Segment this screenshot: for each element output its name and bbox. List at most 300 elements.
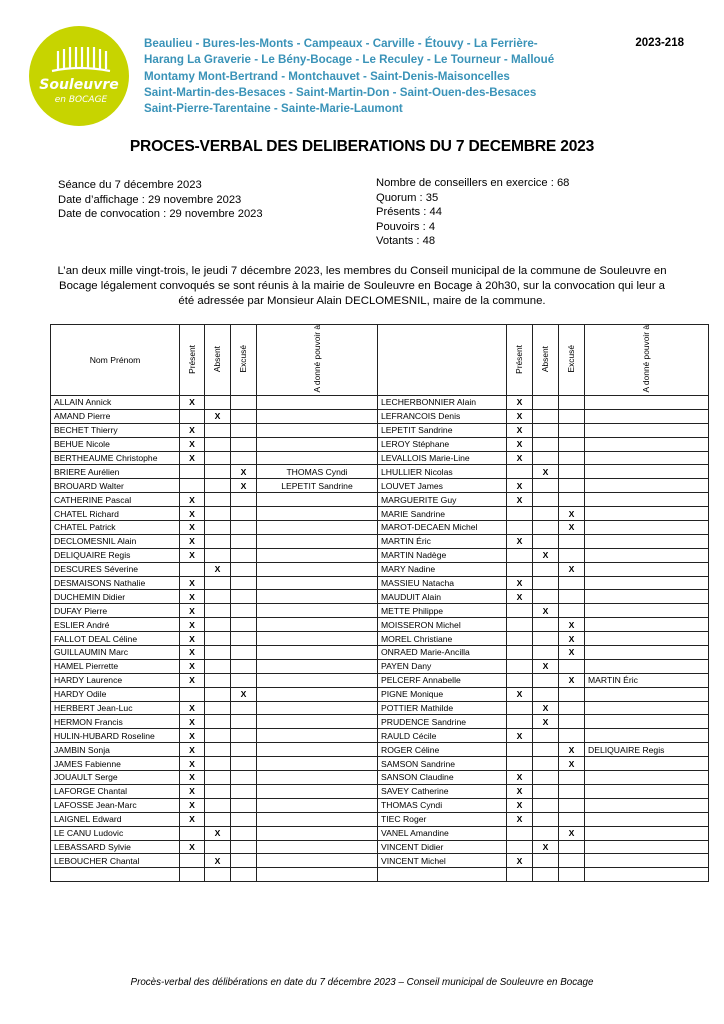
proxy-holder [585, 646, 709, 660]
excuse-mark [559, 701, 585, 715]
proxy-holder [585, 687, 709, 701]
table-row [51, 534, 709, 548]
seance-date: Séance du 7 décembre 2023 [58, 179, 202, 191]
absent-mark [533, 409, 559, 423]
proxy-holder [585, 548, 709, 562]
absent-mark [533, 479, 559, 493]
excuse-mark [231, 784, 257, 798]
member-name: MAROT-DECAEN Michel [378, 521, 507, 535]
member-name: LEPETIT Sandrine [378, 423, 507, 437]
excuse-mark [231, 409, 257, 423]
header-absent-label: Absent [212, 345, 222, 373]
attendance-table-body [51, 396, 709, 882]
excuse-mark: X [559, 521, 585, 535]
present-mark [180, 687, 205, 701]
member-name: LEFRANCOIS Denis [378, 409, 507, 423]
member-name: PRUDENCE Sandrine [378, 715, 507, 729]
communes-line: Montamy Mont-Bertrand - Montchauvet - Saint-Denis-Maisoncelles [144, 69, 510, 83]
member-name: LHULLIER Nicolas [378, 465, 507, 479]
table-row [51, 868, 709, 882]
proxy-holder [585, 521, 709, 535]
present-mark: X [180, 659, 205, 673]
present-mark: X [507, 409, 533, 423]
excuse-mark [559, 715, 585, 729]
excuse-mark [559, 576, 585, 590]
member-name: CATHERINE Pascal [51, 493, 180, 507]
present-mark [507, 757, 533, 771]
member-name: VANEL Amandine [378, 826, 507, 840]
session-dates [58, 178, 263, 222]
absent-mark [205, 521, 231, 535]
proxy-holder [257, 618, 378, 632]
header-pouvoir-label: A donné pouvoir à [641, 325, 651, 393]
present-mark: X [507, 854, 533, 868]
present-mark: X [507, 590, 533, 604]
excuse-mark [231, 451, 257, 465]
present-mark [507, 701, 533, 715]
proxy-holder [585, 618, 709, 632]
absent-mark: X [533, 715, 559, 729]
table-row [51, 507, 709, 521]
present-mark: X [180, 590, 205, 604]
present-mark: X [180, 437, 205, 451]
absent-mark [205, 423, 231, 437]
member-name [51, 868, 180, 882]
member-name: LE CANU Ludovic [51, 826, 180, 840]
absent-mark [205, 868, 231, 882]
proxy-holder [585, 562, 709, 576]
excuse-mark [559, 729, 585, 743]
table-row [51, 465, 709, 479]
member-name: JAMES Fabienne [51, 757, 180, 771]
present-mark: X [180, 673, 205, 687]
member-name: MARGUERITE Guy [378, 493, 507, 507]
member-name: DUFAY Pierre [51, 604, 180, 618]
member-name: DELIQUAIRE Regis [51, 548, 180, 562]
excuse-mark [231, 521, 257, 535]
intro-paragraph: L’an deux mille vingt-trois, le jeudi 7 décembre 2023, les membres du Conseil municipal de la commune de Souleuvre en Bocage légalement convoqués se sont réunis à la mairie de Souleuvre en Bocage à 20h30, sur la convocation qui leur a été adressée par Monsieur Alain DECLOMESNIL, maire de la commune. [57, 265, 667, 308]
member-name: MOREL Christiane [378, 632, 507, 646]
proxy-holder [257, 771, 378, 785]
excuse-mark [231, 493, 257, 507]
excuse-mark: X [559, 562, 585, 576]
proxy-holder [257, 548, 378, 562]
absent-mark: X [205, 409, 231, 423]
present-mark [507, 465, 533, 479]
present-mark: X [507, 451, 533, 465]
table-header-row [51, 325, 709, 396]
header-excuse-label: Excusé [238, 345, 248, 373]
member-name: HERBERT Jean-Luc [51, 701, 180, 715]
excuse-mark [559, 451, 585, 465]
excuse-mark [559, 479, 585, 493]
proxy-holder [257, 687, 378, 701]
table-row [51, 854, 709, 868]
present-mark: X [180, 548, 205, 562]
member-name: ROGER Céline [378, 743, 507, 757]
absent-mark [533, 507, 559, 521]
present-mark: X [180, 798, 205, 812]
excuse-mark [559, 534, 585, 548]
present-mark [507, 521, 533, 535]
member-name [378, 868, 507, 882]
member-name: MASSIEU Natacha [378, 576, 507, 590]
member-name: LEBOUCHER Chantal [51, 854, 180, 868]
convocation-date: Date de convocation : 29 novembre 2023 [58, 208, 263, 220]
absent-mark: X [205, 562, 231, 576]
absent-mark [533, 562, 559, 576]
proxy-holder [257, 715, 378, 729]
absent-mark [533, 576, 559, 590]
table-row [51, 646, 709, 660]
absent-mark [205, 507, 231, 521]
proxy-holder [585, 715, 709, 729]
excuse-mark [559, 548, 585, 562]
present-mark: X [180, 507, 205, 521]
svg-text:en BOCAGE: en BOCAGE [54, 95, 108, 105]
absent-mark [205, 784, 231, 798]
proxy-holder [585, 396, 709, 410]
member-name: SAMSON Sandrine [378, 757, 507, 771]
proxy-holder [585, 812, 709, 826]
present-mark: X [180, 451, 205, 465]
member-name: VINCENT Michel [378, 854, 507, 868]
member-name: BEHUE Nicole [51, 437, 180, 451]
excuse-mark [231, 868, 257, 882]
absent-mark: X [205, 826, 231, 840]
absent-mark [205, 729, 231, 743]
absent-mark [533, 743, 559, 757]
proxy-holder [585, 632, 709, 646]
present-mark: X [507, 493, 533, 507]
absent-mark [533, 771, 559, 785]
excuse-mark [559, 465, 585, 479]
page-footer: Procès-verbal des délibérations en date du 7 décembre 2023 – Conseil municipal de Souleuvre en Bocage [130, 977, 594, 988]
present-mark: X [507, 687, 533, 701]
table-row [51, 562, 709, 576]
present-mark [507, 868, 533, 882]
absent-mark [533, 396, 559, 410]
member-name: ONRAED Marie-Ancilla [378, 646, 507, 660]
present-mark: X [507, 479, 533, 493]
present-mark [507, 826, 533, 840]
excuse-mark: X [559, 826, 585, 840]
header-excuse-right [559, 325, 585, 396]
table-row [51, 451, 709, 465]
absent-mark: X [533, 465, 559, 479]
proxy-holder [257, 701, 378, 715]
table-row [51, 521, 709, 535]
table-row [51, 701, 709, 715]
member-name: JAMBIN Sonja [51, 743, 180, 757]
present-mark [507, 715, 533, 729]
member-name: MARY Nadine [378, 562, 507, 576]
member-name: ALLAIN Annick [51, 396, 180, 410]
proxy-holder [585, 451, 709, 465]
absent-mark [533, 812, 559, 826]
excuse-mark [231, 534, 257, 548]
proxy-holder [257, 798, 378, 812]
table-row [51, 840, 709, 854]
member-name: BECHET Thierry [51, 423, 180, 437]
excuse-mark: X [559, 507, 585, 521]
proxy-holder: DELIQUAIRE Regis [585, 743, 709, 757]
excuse-mark [231, 423, 257, 437]
proxy-holder [257, 534, 378, 548]
excuse-mark [231, 771, 257, 785]
member-name: DECLOMESNIL Alain [51, 534, 180, 548]
present-mark [507, 673, 533, 687]
proxy-holder [257, 757, 378, 771]
proxy-holder [257, 868, 378, 882]
present-mark: X [180, 743, 205, 757]
present-mark: X [180, 576, 205, 590]
excuse-mark [559, 437, 585, 451]
present-mark [507, 659, 533, 673]
proxy-holder [585, 437, 709, 451]
excuse-mark [559, 771, 585, 785]
excuse-mark [559, 784, 585, 798]
absent-mark [533, 784, 559, 798]
table-row [51, 673, 709, 687]
member-name: BROUARD Walter [51, 479, 180, 493]
header-excuse [231, 325, 257, 396]
count-votants: Votants : 48 [376, 235, 436, 247]
absent-mark [533, 854, 559, 868]
member-name: MARIE Sandrine [378, 507, 507, 521]
present-mark: X [180, 771, 205, 785]
member-name: LEBASSARD Sylvie [51, 840, 180, 854]
proxy-holder [585, 659, 709, 673]
absent-mark [533, 646, 559, 660]
header-absent [205, 325, 231, 396]
excuse-mark [231, 826, 257, 840]
count-pouvoirs: Pouvoirs : 4 [376, 220, 436, 233]
header-name: Nom Prénom [51, 325, 180, 396]
excuse-mark: X [231, 479, 257, 493]
excuse-mark [559, 493, 585, 507]
absent-mark [205, 659, 231, 673]
proxy-holder [257, 826, 378, 840]
present-mark: X [180, 632, 205, 646]
member-name: BRIERE Aurélien [51, 465, 180, 479]
present-mark: X [180, 618, 205, 632]
absent-mark: X [533, 701, 559, 715]
absent-mark [205, 548, 231, 562]
absent-mark [205, 451, 231, 465]
member-name: HERMON Francis [51, 715, 180, 729]
absent-mark [533, 687, 559, 701]
member-name: VINCENT Didier [378, 840, 507, 854]
table-row [51, 493, 709, 507]
present-mark: X [507, 729, 533, 743]
communes-line: Beaulieu - Bures-les-Monts - Campeaux - Carville - Étouvy - La Ferrière- [144, 37, 538, 50]
count-presents: Présents : 44 [376, 206, 442, 218]
member-name: DESCURES Séverine [51, 562, 180, 576]
absent-mark [205, 493, 231, 507]
proxy-holder [257, 854, 378, 868]
header-absent-label: Absent [540, 345, 550, 373]
member-name: LEROY Stéphane [378, 437, 507, 451]
table-row [51, 743, 709, 757]
excuse-mark [559, 396, 585, 410]
present-mark [507, 604, 533, 618]
proxy-holder [585, 771, 709, 785]
absent-mark [205, 646, 231, 660]
table-row [51, 423, 709, 437]
absent-mark [533, 868, 559, 882]
table-row [51, 604, 709, 618]
present-mark: X [507, 771, 533, 785]
excuse-mark: X [559, 632, 585, 646]
proxy-holder [585, 604, 709, 618]
excuse-mark: X [559, 743, 585, 757]
member-name: BERTHEAUME Christophe [51, 451, 180, 465]
member-name: LECHERBONNIER Alain [378, 396, 507, 410]
proxy-holder [257, 423, 378, 437]
communes-line: Saint-Martin-des-Besaces - Saint-Martin-Don - Saint-Ouen-des-Besaces [144, 85, 537, 99]
table-row [51, 771, 709, 785]
communes-line: Harang La Graverie - Le Bény-Bocage - Le Reculey - Le Tourneur - Malloué [144, 53, 555, 67]
excuse-mark [559, 423, 585, 437]
proxy-holder [257, 673, 378, 687]
absent-mark [205, 743, 231, 757]
member-name: METTE Philippe [378, 604, 507, 618]
proxy-holder [257, 646, 378, 660]
present-mark: X [507, 437, 533, 451]
present-mark: X [180, 521, 205, 535]
proxy-holder [585, 423, 709, 437]
member-name: SAVEY Catherine [378, 784, 507, 798]
present-mark [180, 409, 205, 423]
proxy-holder [257, 437, 378, 451]
absent-mark [205, 534, 231, 548]
present-mark [180, 868, 205, 882]
present-mark: X [507, 396, 533, 410]
proxy-holder: MARTIN Éric [585, 673, 709, 687]
member-name: PIGNE Monique [378, 687, 507, 701]
present-mark: X [180, 840, 205, 854]
absent-mark [533, 534, 559, 548]
excuse-mark [231, 659, 257, 673]
communes-list [144, 36, 576, 117]
proxy-holder [257, 590, 378, 604]
member-name: PELCERF Annabelle [378, 673, 507, 687]
present-mark: X [180, 423, 205, 437]
excuse-mark: X [559, 673, 585, 687]
member-name: HARDY Laurence [51, 673, 180, 687]
excuse-mark [231, 590, 257, 604]
present-mark: X [180, 757, 205, 771]
proxy-holder [585, 826, 709, 840]
present-mark: X [507, 784, 533, 798]
table-row [51, 798, 709, 812]
absent-mark [533, 493, 559, 507]
excuse-mark: X [559, 618, 585, 632]
absent-mark [533, 521, 559, 535]
count-quorum: Quorum : 35 [376, 191, 439, 204]
proxy-holder [585, 465, 709, 479]
table-row [51, 479, 709, 493]
header-pouvoir-right [585, 325, 709, 396]
proxy-holder [585, 534, 709, 548]
proxy-holder [257, 507, 378, 521]
member-name: AMAND Pierre [51, 409, 180, 423]
excuse-mark [559, 409, 585, 423]
table-row [51, 729, 709, 743]
excuse-mark [231, 701, 257, 715]
excuse-mark: X [231, 687, 257, 701]
excuse-mark [231, 798, 257, 812]
member-name: GUILLAUMIN Marc [51, 646, 180, 660]
member-name: HARDY Odile [51, 687, 180, 701]
proxy-holder [257, 493, 378, 507]
header-name-right [378, 325, 507, 396]
table-row [51, 548, 709, 562]
page-title: PROCES-VERBAL DES DELIBERATIONS DU 7 DECEMBRE 2023 [129, 138, 595, 155]
present-mark: X [180, 493, 205, 507]
header-present-right [507, 325, 533, 396]
excuse-mark [559, 687, 585, 701]
header-pouvoir-label: A donné pouvoir à [311, 325, 322, 393]
excuse-mark [559, 854, 585, 868]
proxy-holder [585, 493, 709, 507]
table-row [51, 812, 709, 826]
absent-mark [533, 826, 559, 840]
proxy-holder [585, 576, 709, 590]
absent-mark [205, 715, 231, 729]
proxy-holder [585, 854, 709, 868]
absent-mark [205, 437, 231, 451]
table-row [51, 826, 709, 840]
excuse-mark [559, 812, 585, 826]
proxy-holder [257, 743, 378, 757]
present-mark: X [180, 715, 205, 729]
excuse-mark [231, 743, 257, 757]
proxy-holder [585, 757, 709, 771]
member-name: LAFORGE Chantal [51, 784, 180, 798]
absent-mark [205, 465, 231, 479]
proxy-holder [585, 729, 709, 743]
present-mark [507, 840, 533, 854]
proxy-holder [257, 396, 378, 410]
excuse-mark [559, 659, 585, 673]
proxy-holder [585, 507, 709, 521]
proxy-holder: THOMAS Cyndi [257, 465, 378, 479]
present-mark [180, 826, 205, 840]
excuse-mark: X [559, 757, 585, 771]
svg-text:Souleuvre: Souleuvre [39, 77, 119, 93]
member-name: HULIN-HUBARD Roseline [51, 729, 180, 743]
proxy-holder [257, 659, 378, 673]
present-mark: X [507, 534, 533, 548]
absent-mark [205, 812, 231, 826]
member-name: DUCHEMIN Didier [51, 590, 180, 604]
excuse-mark [559, 590, 585, 604]
member-name: FALLOT DEAL Céline [51, 632, 180, 646]
proxy-holder: LEPETIT Sandrine [257, 479, 378, 493]
excuse-mark [231, 507, 257, 521]
communes-line: Saint-Pierre-Tarentaine - Sainte-Marie-Laumont [144, 102, 403, 116]
proxy-holder [257, 576, 378, 590]
proxy-holder [585, 409, 709, 423]
table-row [51, 715, 709, 729]
proxy-holder [585, 868, 709, 882]
absent-mark [533, 673, 559, 687]
proxy-holder [257, 784, 378, 798]
member-name: JOUAULT Serge [51, 771, 180, 785]
excuse-mark [231, 646, 257, 660]
